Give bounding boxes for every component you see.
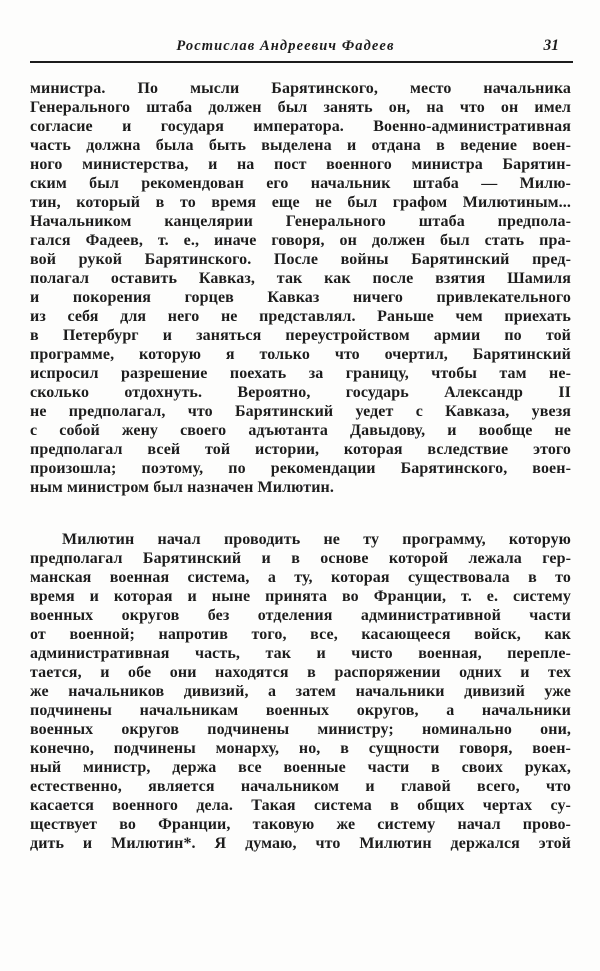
text-line: часть должна была быть выделена и отдана в ведение воен- (30, 137, 571, 154)
text-line: полагал оставить Кавказ, так как после взятия Шамиля (30, 270, 571, 287)
text-line: же начальников дивизий, а затем начальники дивизий уже (30, 683, 571, 700)
text-line: в Петербург и заняться переустройством армии по той (30, 327, 571, 344)
text-line: сколько отдохнуть. Вероятно, государь Александр II (30, 384, 571, 401)
text-line: время и которая и ныне принята во Франции, т. е. систему (30, 588, 571, 605)
text-line: ществует во Франции, таковую же систему начал прово- (30, 816, 571, 833)
text-line: тается, и обе они находятся в распоряжении одних и тех (30, 664, 571, 681)
text-line: не предполагал, что Барятинский уедет с Кавказа, увезя (30, 403, 571, 420)
text-line: ного министерства, и на пост военного министра Барятин- (30, 156, 571, 173)
text-line: и покорения горцев Кавказ ничего привлекательного (30, 289, 571, 306)
text-line: произошла; поэтому, по рекомендации Барятинского, воен- (30, 460, 571, 477)
text-line: Начальником канцелярии Генерального штаба предпола- (30, 213, 571, 230)
text-line: военных округов без отделения административной части (30, 607, 571, 624)
page-header (30, 38, 573, 58)
text-line: Милютин начал проводить не ту программу, которую (62, 531, 571, 548)
body-text (30, 79, 571, 853)
text-line: согласие и государя императора. Военно-административная (30, 118, 571, 135)
text-line: естественно, является начальником и главой всего, что (30, 778, 571, 795)
text-line: гался Фадеев, т. е., иначе говоря, он должен был стать пра- (30, 232, 571, 249)
text-line: подчинены начальникам военных округов, а начальники (30, 702, 571, 719)
text-line: с собой жену своего адъютанта Давыдову, и вообще не (30, 422, 571, 439)
text-line: манская военная система, а ту, которая существовала в то (30, 569, 571, 586)
text-line: предполагал Барятинский и в основе которой лежала гер- (30, 550, 571, 567)
paragraph-2 (30, 530, 571, 853)
text-line: предполагал всей той истории, которая вследствие этого (30, 441, 571, 458)
text-line: ским был рекомендован его начальник штаба — Милю- (30, 175, 571, 192)
text-line: ный министр, держа все военные части в своих руках, (30, 759, 571, 776)
text-line: дить и Милютин*. Я думаю, что Милютин держался этой (30, 835, 571, 852)
page-number: 31 (543, 37, 559, 54)
text-line: военных округов подчинены министру; номинально они, (30, 721, 571, 738)
running-title: Ростислав Андреевич Фадеев (176, 38, 395, 54)
paragraph-1 (30, 79, 571, 497)
text-line: конечно, подчинены монарху, но, в сущности говоря, воен- (30, 740, 571, 757)
text-line: тин, который в то время еще не был графом Милютиным... (30, 194, 571, 211)
header-divider-rule (30, 61, 573, 63)
text-line: министра. По мысли Барятинского, место начальника (30, 80, 571, 97)
text-line: Генерального штаба должен был занять он, на что он имел (30, 99, 571, 116)
text-line: касается военного дела. Такая система в общих чертах су- (30, 797, 571, 814)
text-line: административная часть, так и чисто военная, перепле- (30, 645, 571, 662)
text-line: ным министром был назначен Милютин. (30, 479, 334, 496)
text-line: программе, которую я только что очертил, Барятинский (30, 346, 571, 363)
text-line: вой рукой Барятинского. После войны Барятинский пред- (30, 251, 571, 268)
text-line: из себя для него не представлял. Раньше чем приехать (30, 308, 571, 325)
text-line: от военной; напротив того, все, касающееся войск, как (30, 626, 571, 643)
text-line: испросил разрешение поехать за границу, чтобы там не- (30, 365, 571, 382)
